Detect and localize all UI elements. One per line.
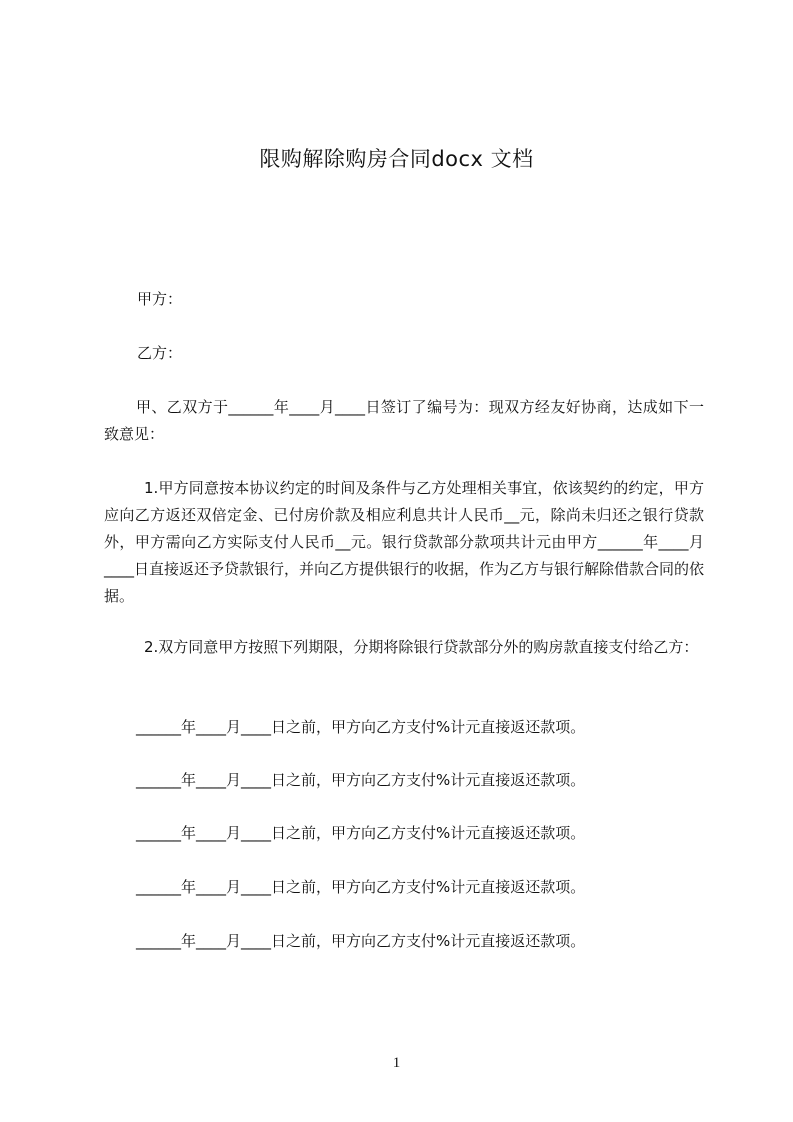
- clause-2: 2.双方同意甲方按照下列期限，分期将除银行贷款部分外的购房款直接支付给乙方：: [144, 638, 699, 656]
- payment-schedule-item: ______年____月____日之前，甲方向乙方支付%计元直接返还款项。: [136, 878, 586, 896]
- party-b-label: 乙方：: [137, 344, 183, 362]
- page-number: 1: [392, 1055, 401, 1071]
- intro-paragraph: 甲、乙双方于______年____月____日签订了编号为：现双方经友好协商，达成如下一致意见：: [104, 398, 704, 443]
- document-title: 限购解除购房合同docx 文档: [259, 147, 534, 171]
- clause-1: 1.甲方同意按本协议约定的时间及条件与乙方处理相关事宜，依该契约的约定，甲方应向乙方返还双倍定金、已付房价款及相应利息共计人民币__元，除尚未归还之银行贷款外，甲方需向乙方实际支付人民币__元。银行贷款部分款项共计元由甲方______年____月____日直接返还予贷款银行，并向乙方提供银行的收据，作为乙方与银行解除借款合同的依据。: [104, 479, 705, 605]
- payment-schedule-item: ______年____月____日之前，甲方向乙方支付%计元直接返还款项。: [136, 824, 586, 842]
- payment-schedule-item: ______年____月____日之前，甲方向乙方支付%计元直接返还款项。: [136, 718, 586, 736]
- party-a-label: 甲方：: [137, 290, 183, 308]
- payment-schedule-item: ______年____月____日之前，甲方向乙方支付%计元直接返还款项。: [136, 932, 586, 950]
- payment-schedule-item: ______年____月____日之前，甲方向乙方支付%计元直接返还款项。: [136, 771, 586, 789]
